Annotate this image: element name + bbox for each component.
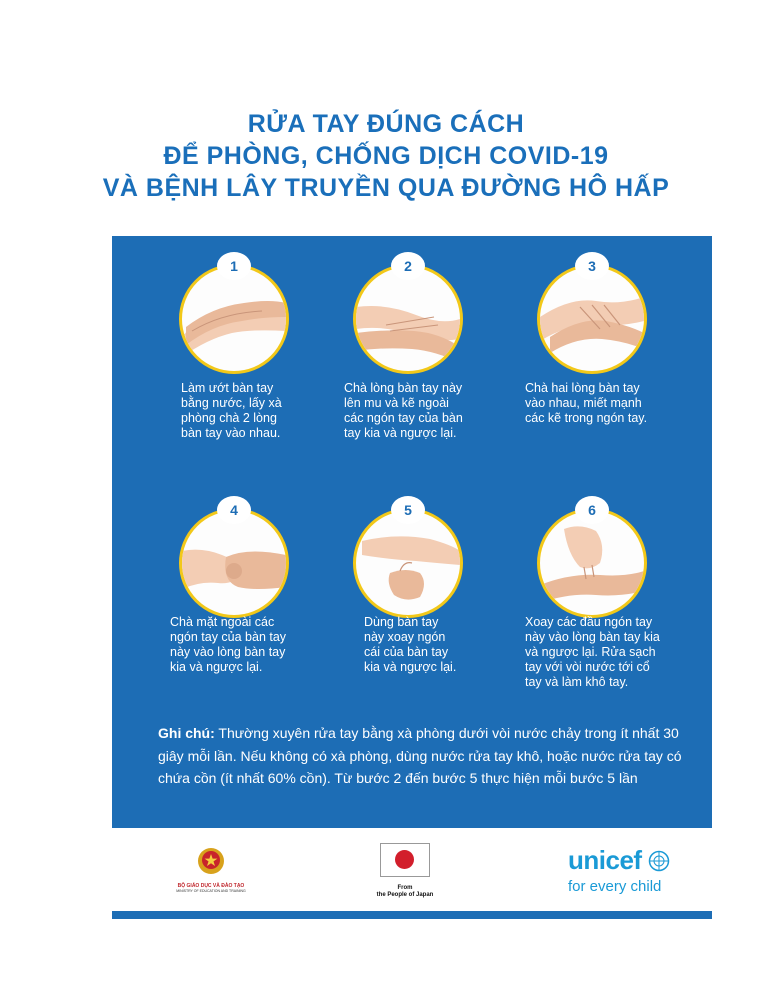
step-5-caption: Dùng bàn tay này xoay ngón cái của bàn tay kia và ngược lại.	[364, 615, 457, 674]
step-5-image	[353, 502, 463, 618]
hands-back-rub-icon	[356, 267, 460, 371]
unicef-logo	[568, 845, 678, 895]
step-4-image	[179, 502, 289, 618]
step-4-caption: Chà mặt ngoài các ngón tay của bàn tay này vào lòng bàn tay kia và ngược lại.	[170, 615, 287, 674]
title-line-3: VÀ BỆNH LÂY TRUYỀN QUA ĐƯỜNG HÔ HẤP	[102, 174, 670, 202]
step-1-number: 1	[217, 252, 251, 280]
footer-bar	[112, 911, 712, 919]
step-4-number: 4	[217, 496, 251, 524]
step-3-caption: Chà hai lòng bàn tay vào nhau, miết mạnh các kẽ trong ngón tay.	[525, 381, 648, 425]
note-paragraph	[158, 722, 698, 790]
step-2-image	[353, 258, 463, 374]
step-3-image	[537, 258, 647, 374]
title-line-1: RỬA TAY ĐÚNG CÁCH	[247, 110, 525, 138]
japan-logo	[360, 843, 450, 899]
step-3-number: 3	[575, 252, 609, 280]
note-text: Thường xuyên rửa tay bằng xà phòng dưới vòi nước chảy trong ít nhất 30 giây mỗi lần. Nếu không có xà phòng, dùng nước rửa tay khô, hoặc nước rửa tay có chứa cồn (ít nhất 60% cồn). Từ bước 2 đến bước 5 thực hiện mỗi bước 5 lần	[158, 725, 682, 786]
japan-flag-icon	[380, 843, 430, 877]
step-6-image	[537, 502, 647, 618]
hands-knuckle-rub-icon	[182, 511, 286, 615]
step-6-number: 6	[575, 496, 609, 524]
note-label: Ghi chú:	[158, 725, 215, 741]
japan-line-2: the People of Japan	[376, 892, 434, 898]
step-6-caption: Xoay các đầu ngón tay này vào lòng bàn tay kia và ngược lại. Rửa sạch tay với vòi nước tới cổ tay và làm khô tay.	[525, 615, 660, 689]
ministry-logo	[156, 846, 266, 893]
ministry-name-en: MINISTRY OF EDUCATION AND TRAINING	[176, 889, 246, 893]
step-1-caption: Làm ướt bàn tay bằng nước, lấy xà phòng chà 2 lòng bàn tay vào nhau.	[181, 381, 282, 440]
unicef-emblem-icon	[648, 850, 670, 872]
hands-rub-palms-icon	[182, 267, 286, 371]
japan-line-1: From	[397, 885, 413, 891]
unicef-tagline: for every child	[568, 878, 662, 895]
hands-thumb-rotate-icon	[356, 511, 460, 615]
page-title	[0, 108, 772, 204]
unicef-wordmark: unicef	[568, 845, 642, 875]
title-line-2: ĐỂ PHÒNG, CHỐNG DỊCH COVID-19	[163, 142, 609, 170]
step-1-image	[179, 258, 289, 374]
step-5-number: 5	[391, 496, 425, 524]
step-2-number: 2	[391, 252, 425, 280]
hands-interlace-fingers-icon	[540, 267, 644, 371]
hands-fingertips-palm-icon	[540, 511, 644, 615]
ministry-name: BỘ GIÁO DỤC VÀ ĐÀO TẠO	[177, 883, 245, 889]
step-2-caption: Chà lòng bàn tay này lên mu và kẽ ngoài các ngón tay của bàn tay kia và ngược lại.	[344, 381, 463, 440]
vietnam-emblem-icon	[196, 846, 226, 876]
